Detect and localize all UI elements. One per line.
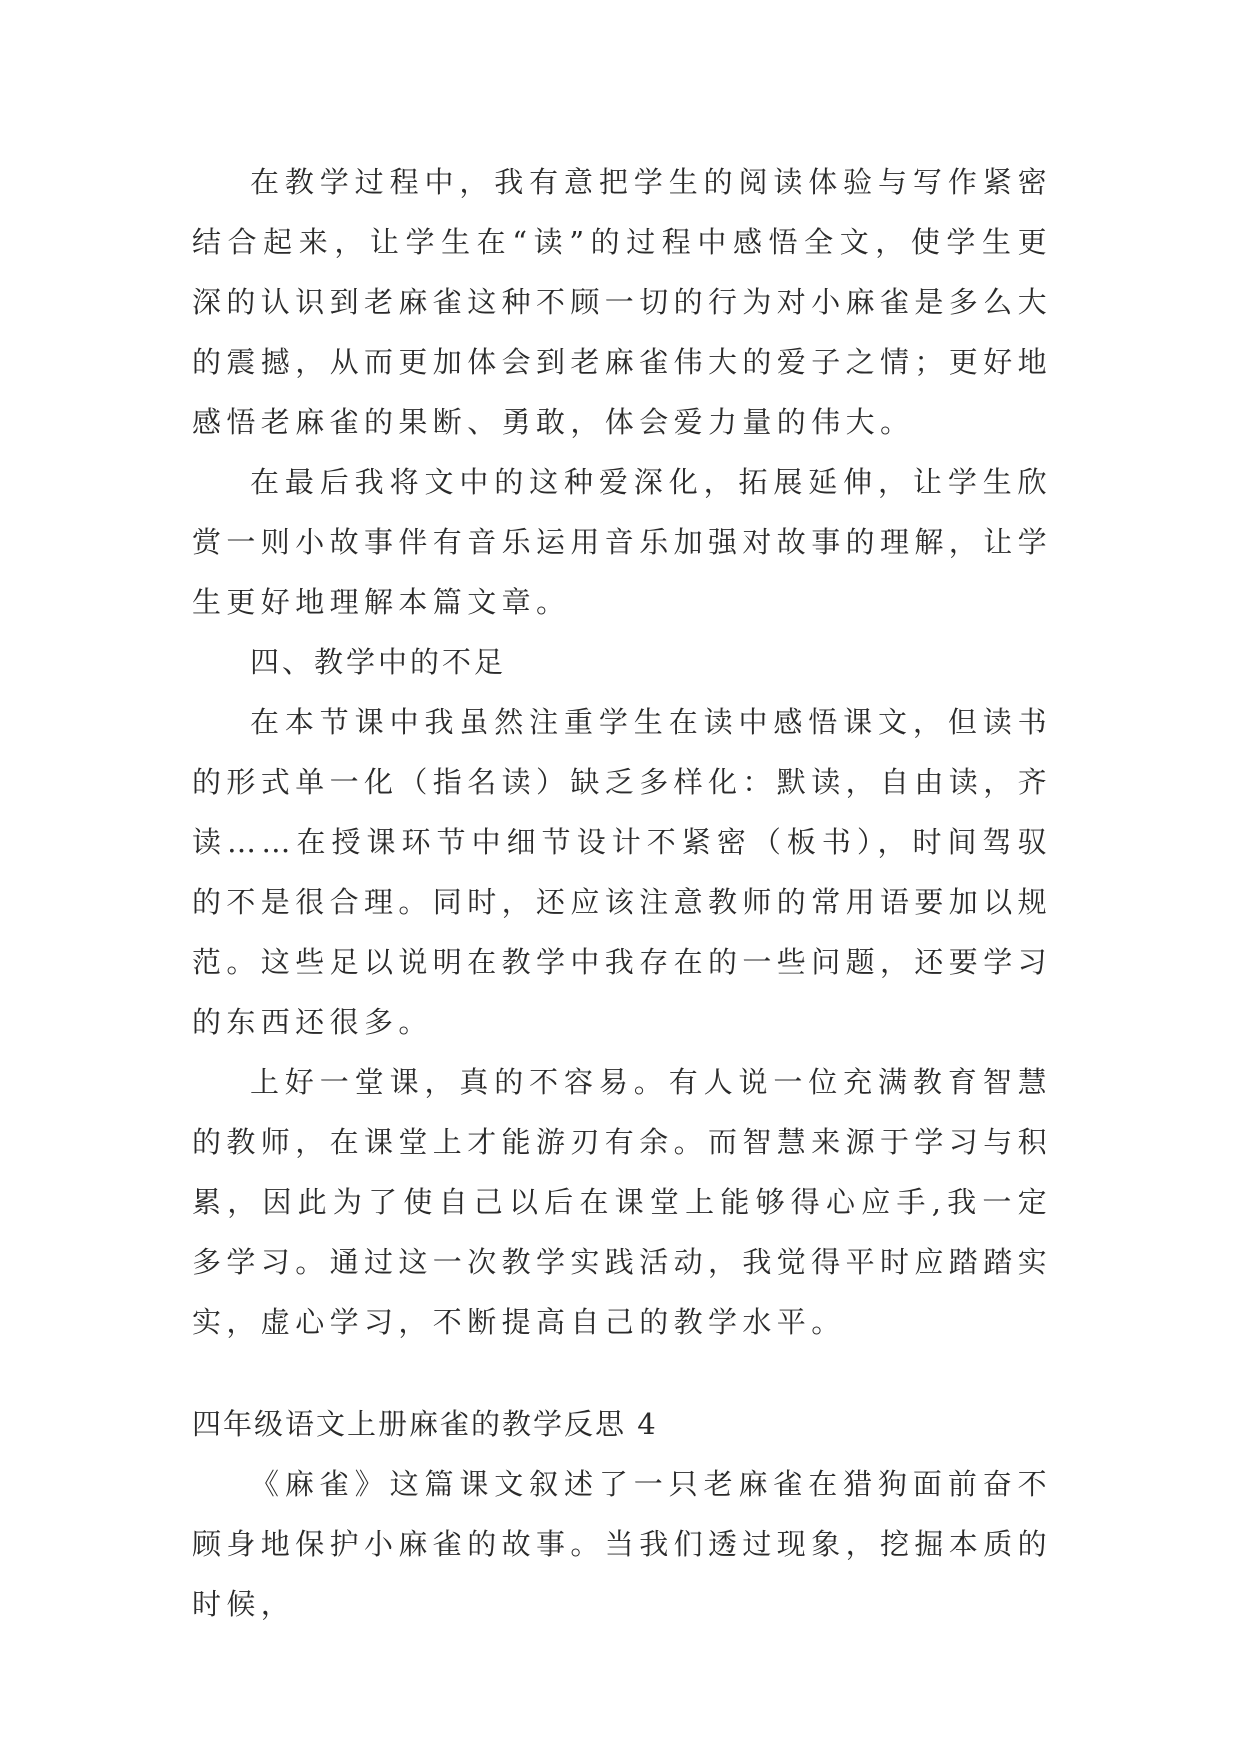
paragraph-shortcomings: 在本节课中我虽然注重学生在读中感悟课文，但读书的形式单一化（指名读）缺乏多样化：默读，自由读，齐读……在授课环节中细节设计不紧密（板书），时间驾驭的不是很合理。同时，还应该注意教师的常用语要加以规范。这些足以说明在教学中我存在的一些问题，还要学习的东西还很多。	[192, 705, 1053, 1039]
paragraph-conclusion: 上好一堂课，真的不容易。有人说一位充满教育智慧的教师，在课堂上才能游刃有余。而智慧来源于学习与积累，因此为了使自己以后在课堂上能够得心应手,我一定多学习。通过这一次教学实践活动，我觉得平时应踏踏实实，虚心学习，不断提高自己的教学水平。	[192, 1065, 1053, 1339]
paragraph-extension: 在最后我将文中的这种爱深化，拓展延伸，让学生欣赏一则小故事伴有音乐运用音乐加强对故事的理解，让学生更好地理解本篇文章。	[192, 465, 1053, 619]
paragraph-teaching-process: 在教学过程中，我有意把学生的阅读体验与写作紧密结合起来，让学生在“读”的过程中感悟全文，使学生更深的认识到老麻雀这种不顾一切的行为对小麻雀是多么大的震撼，从而更加体会到老麻雀伟大的爱子之情；更好地感悟老麻雀的果断、勇敢，体会爱力量的伟大。	[192, 165, 1053, 439]
paragraph-section-intro: 《麻雀》这篇课文叙述了一只老麻雀在猎狗面前奋不顾身地保护小麻雀的故事。当我们透过现象，挖掘本质的时候，	[192, 1467, 1053, 1621]
section-title: 四年级语文上册麻雀的教学反思 4	[192, 1407, 658, 1441]
document-page	[192, 152, 1052, 1634]
subheading-shortcomings: 四、教学中的不足	[250, 645, 507, 679]
